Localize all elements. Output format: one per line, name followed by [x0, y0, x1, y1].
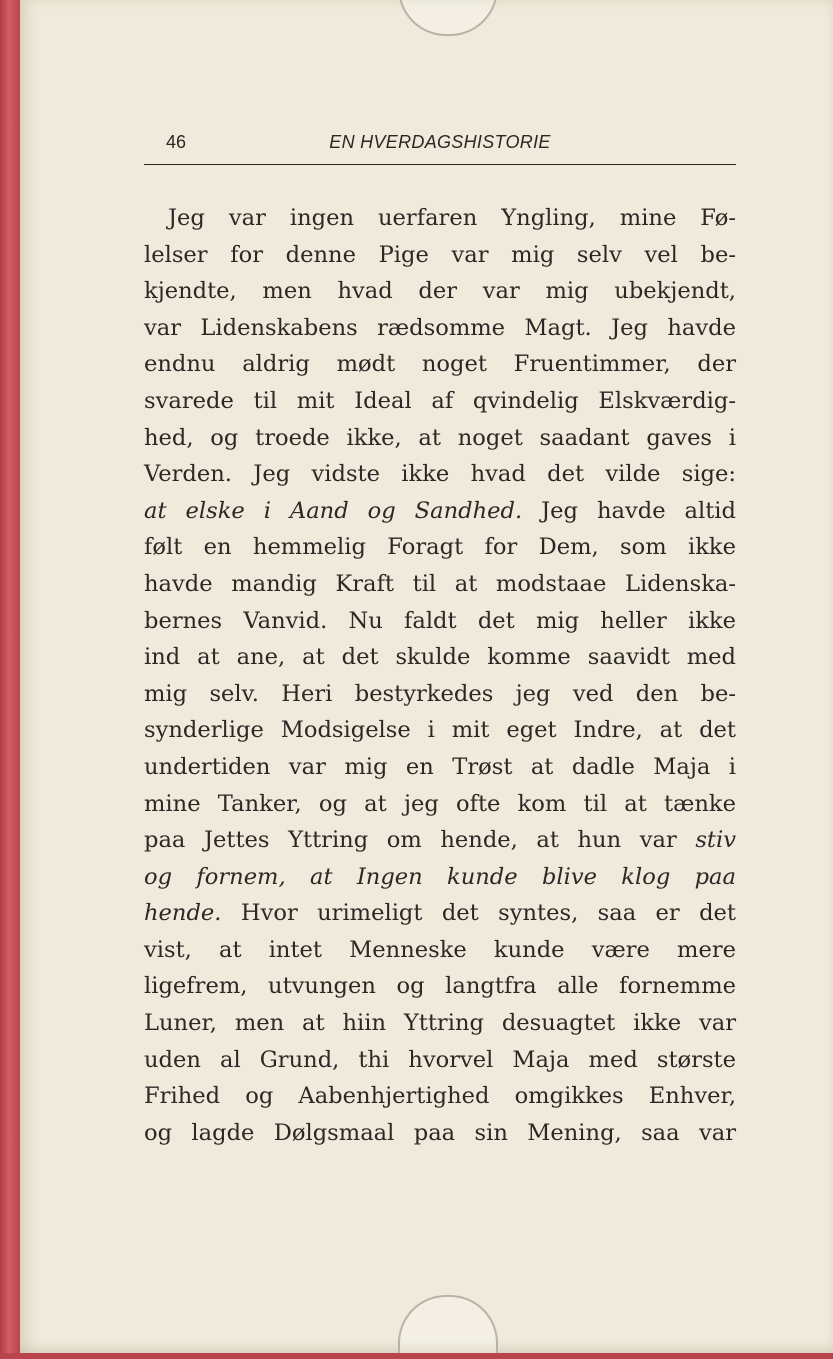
page-clip-bottom: [398, 1295, 498, 1357]
text-line: [144, 200, 736, 237]
text-line: [144, 749, 736, 786]
italic-phrase: og fornem, at Ingen kunde blive klog paa: [144, 863, 736, 890]
text-line-content: svarede til mit Ideal af qvindelig Elskværdig-: [144, 387, 736, 414]
text-line-content: ligefrem, utvungen og langtfra alle fornemme: [144, 973, 736, 1000]
text-line: [144, 420, 736, 457]
body-text: [144, 200, 736, 1151]
text-line-content: Verden. Jeg vidste ikke hvad det vilde sige:: [144, 461, 736, 488]
page-number: 46: [166, 132, 187, 152]
text-line-content: ind at ane, at det skulde komme saavidt med: [144, 644, 736, 671]
running-header: [144, 128, 736, 165]
text-line: [144, 676, 736, 713]
text-line: [144, 895, 736, 932]
text-line-content: kjendte, men hvad der var mig ubekjendt,: [144, 278, 736, 305]
text-line: [144, 1115, 736, 1152]
text-line: [144, 493, 736, 530]
text-line: [144, 566, 736, 603]
page-clip-top: [398, 0, 498, 36]
text-line: [144, 346, 736, 383]
text-line: [144, 310, 736, 347]
text-line-content: undertiden var mig en Trøst at dadle Maja i: [144, 753, 736, 780]
book-spine-edge: [0, 0, 20, 1359]
text-line-content: havde mandig Kraft til at modstaae Lidenska-: [144, 570, 736, 597]
text-line: [144, 1005, 736, 1042]
text-line: [144, 1042, 736, 1079]
running-title: EN HVERDAGSHISTORIE: [329, 132, 551, 152]
text-line: [144, 1078, 736, 1115]
text-line: [144, 932, 736, 969]
text-segment: Jeg havde altid: [522, 497, 736, 524]
text-line: [144, 859, 736, 896]
text-line: [144, 639, 736, 676]
text-line: [144, 383, 736, 420]
text-line-content: bernes Vanvid. Nu faldt det mig heller ikke: [144, 607, 736, 634]
text-line: [144, 603, 736, 640]
text-line-content: vist, at intet Menneske kunde være mere: [144, 936, 736, 963]
text-line-content: uden al Grund, thi hvorvel Maja med største: [144, 1046, 736, 1073]
text-line: [144, 273, 736, 310]
text-segment: paa Jettes Yttring om hende, at hun var: [144, 827, 696, 854]
text-line-content: Frihed og Aabenhjertighed omgikkes Enhver,: [144, 1083, 736, 1110]
text-line-content: følt en hemmelig Foragt for Dem, som ikke: [144, 534, 736, 561]
text-line-content: mig selv. Heri bestyrkedes jeg ved den be-: [144, 680, 736, 707]
text-line-content: var Lidenskabens rædsomme Magt. Jeg havde: [144, 314, 736, 341]
text-line-content: Luner, men at hiin Yttring desuagtet ikke var: [144, 1010, 736, 1037]
text-line-content: endnu aldrig mødt noget Fruentimmer, der: [144, 351, 736, 378]
italic-phrase: hende.: [144, 900, 222, 927]
text-segment: Hvor urimeligt det syntes, saa er det: [221, 900, 736, 927]
text-line: [144, 822, 736, 859]
text-line: [144, 529, 736, 566]
text-line: [144, 456, 736, 493]
text-line-content: mine Tanker, og at jeg ofte kom til at tænke: [144, 790, 736, 817]
text-line: [144, 712, 736, 749]
text-line: [144, 237, 736, 274]
text-line: [144, 786, 736, 823]
text-line-content: synderlige Modsigelse i mit eget Indre, at det: [144, 717, 736, 744]
italic-phrase: at elske i Aand og Sandhed.: [144, 497, 523, 524]
book-bottom-edge: [0, 1353, 833, 1359]
text-line-content: Jeg var ingen uerfaren Yngling, mine Fø-: [168, 205, 736, 231]
text-line-content: og lagde Dølgsmaal paa sin Mening, saa var: [144, 1119, 736, 1146]
text-line-content: hed, og troede ikke, at noget saadant gaves i: [144, 424, 736, 451]
text-line: [144, 968, 736, 1005]
text-line-content: lelser for denne Pige var mig selv vel be-: [144, 241, 736, 268]
italic-phrase: stiv: [695, 827, 736, 854]
